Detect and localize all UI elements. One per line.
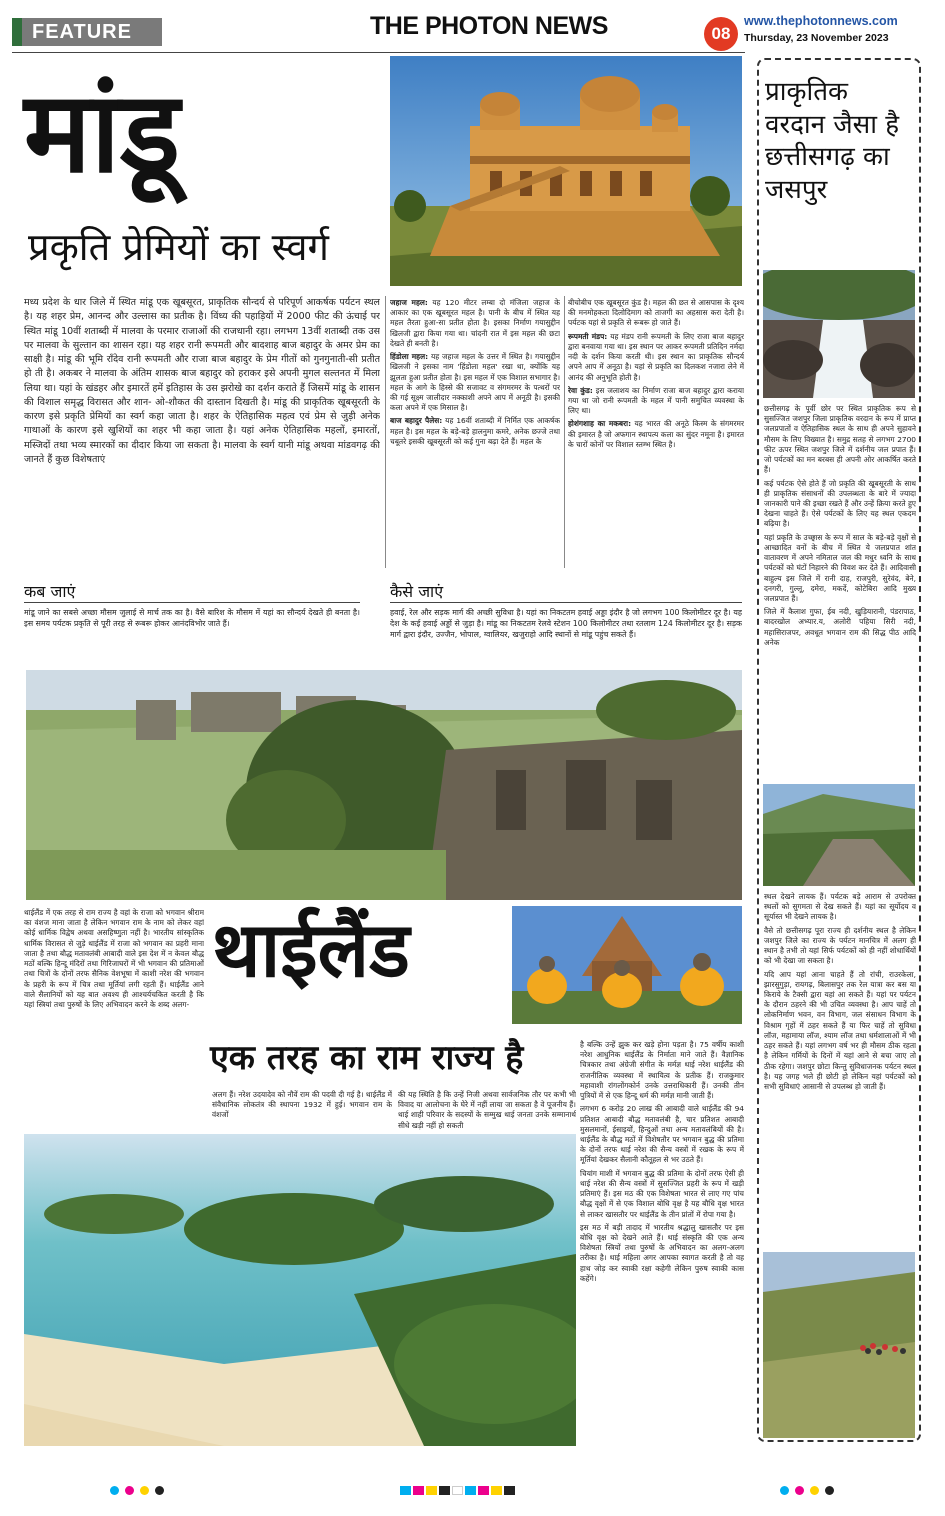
thailand-column-1: थाईलैंड में एक तरह से राम राज्य है वहां के राजा को भगवान श्रीराम का वंशज माना जाता है लेकिन भगवान राम के नाम को लेकर वहां कोई धार्मिक विद्वेष अथवा असहिष्णुता नहीं है। भारतीय सांस्कृतिक धार्मिक विरासत से जुड़े थाईलैंड में राजा को भगवान का प्रहरी माना जाता है तथा बौद्ध मतावलंबी आबादी वाले इस देश में न केवल बौद्ध मठों बल्कि हिन्दू मंदिरों तथा गिरिजाघरों में भी भगवान की प्रतिमाओं तथा चित्रों के दोनों तरफ सैनिक वेशभूषा में काशी नरेश की भगवान के प्रहरी के रूप में चित्र तथा मूर्तियां लगी रहती हैं। थाईलैंड आने वाले सैलानियों को यह बात अवश्य ही आश्चर्यचकित करती है कि यहां स्त्रियां तथा पुरुषों के लिए अभिवादन करने के शब्द अलग- bbox=[24, 908, 204, 1009]
heading-rule bbox=[24, 602, 360, 603]
how-to-reach-heading: कैसे जाएं bbox=[390, 582, 444, 601]
mandu-title: मांडू bbox=[24, 68, 180, 198]
thailand-column-4 bbox=[580, 1040, 744, 1446]
registration-dot bbox=[825, 1486, 834, 1495]
column-rule bbox=[564, 296, 565, 568]
header-rule bbox=[12, 52, 745, 53]
jashpur-para: वैसे तो छत्तीसगढ़ पूरा राज्य ही दर्शनीय स्थल है लेकिन जशपुर जिले का राज्य के पर्यटन मानचित्र में अलग ही स्थान है तभी तो यहां सिर्फ पर्यटकों को ही नहीं शोधार्थियों को भी देखा जा सकता है। bbox=[764, 925, 916, 966]
registration-dots bbox=[780, 1480, 840, 1499]
thailand-beach-photo bbox=[24, 1134, 576, 1446]
registration-bar bbox=[439, 1486, 450, 1495]
newspaper-logo: THE PHOTON NEWS bbox=[370, 12, 608, 40]
mandu-ruins-photo bbox=[26, 670, 742, 900]
heading-rule bbox=[390, 602, 742, 603]
registration-bar bbox=[478, 1486, 489, 1495]
registration-dot bbox=[125, 1486, 134, 1495]
registration-bar bbox=[400, 1486, 411, 1495]
how-to-reach-text: हवाई, रेल और सड़क मार्ग की अच्छी सुविधा है। यहां का निकटतम हवाई अड्डा इंदौर है जो लगभग 100 किलोमीटर दूर है। यह देश के कई हवाई अड्डों से जुड़ा है। मांडू का निकटतम रेलवे स्टेशन 100 किलोमीटर तथा रतलाम 124 किलोमीटर दूर है। सड़क मार्ग द्वारा इंदौर, उज्जैन, भोपाल, ग्वालियर, खजुराहो आदि स्थानों से मांडू पहुंच सकते हैं। bbox=[390, 608, 742, 639]
registration-bar bbox=[426, 1486, 437, 1495]
jashpur-para: स्थल देखने लायक हैं। पर्यटक बड़े आराम से उपरोक्त स्थलों को सुगमता से देख सकते हैं। यहां का सूर्योदय व सूर्यास्त भी देखने लायक है। bbox=[764, 892, 916, 922]
jashpur-para: यहां प्रकृति के उच्छ्वास के रूप में साल के बड़े-बड़े वृक्षों से आच्छादित वनों के बीच में स्थित ये जलप्रपात शांत वातावरण में अपने नमिताल जल की मधुर ध्वनि के साथ पर्यटकों को घंटों निहारने की विवश कर देते हैं। आदिवासी बाहुल्य इस जिले में रानी दाह, राजपुरी, सुरेवंद, बेने, दनगरी, गुल्लू, दमेरा, मकर्दे, कोटेबिरा आदि मुख्य जलप्रपात हैं। bbox=[764, 532, 916, 603]
when-to-go-heading: कब जाएं bbox=[24, 582, 76, 601]
thailand-column-2: अलग हैं। नरेश उदयादेव को नौवें राम की पदवी दी गई है। थाईलैंड में संवैधानिक लोकतंत्र की स्थापना 1932 में हुई। भगवान राम के वंशजों bbox=[212, 1090, 392, 1120]
registration-dot bbox=[810, 1486, 819, 1495]
thailand-para: लगभग 6 करोड़ 20 लाख की आबादी वाले थाईलैंड की 94 प्रतिशत आबादी बौद्ध मतावलंबी है, चार प्रतिशत आबादी मुसलमानों, ईसाइयों, हिन्दुओं तथा अन्य मतावलंबियों की है। थाईलैंड के बौद्ध मठों में विशेषतौर पर भगवान बुद्ध की प्रतिमा के दोनों तरफ थाई नरेश की सैन्य वस्त्रों में रखक के रूप में मूर्तियां देखकर सैलानी कौतूहल से भर उठते हैं। bbox=[580, 1104, 744, 1165]
jashpur-text-top bbox=[764, 404, 916, 780]
jashpur-para: जिले में कैलाश गुफा, ईब नदी, खुड़ियारानी, पंडरापाठ, बादरखोल अभ्यार.य, अलोरी पहिया सिरी नदी, महासिराजपर, अवधूत भगवान राम की सिद्ध पीठ आदि अनेक bbox=[764, 607, 916, 647]
thailand-title: थाईलैंड bbox=[212, 905, 410, 994]
column-rule bbox=[385, 296, 386, 568]
registration-dot bbox=[795, 1486, 804, 1495]
registration-bar bbox=[491, 1486, 502, 1495]
hill-crowd-photo bbox=[763, 1252, 915, 1438]
roopmati-mandap-para: रूपमती मंडप: यह मंडप रानी रूपमती के लिए राजा बाज बहादुर द्वारा बनवाया गया था। इस स्थान पर आकर रूपमती प्रतिदिन नर्मदा नदी के दर्शन किया करती थी। इस स्थान का प्राकृतिक सौन्दर्य अपने आप में अनूठा है। यहां से प्रकृति का दिलकश नजारा लेने में आनंद की अनुभूति होती है। bbox=[568, 331, 744, 382]
jashpur-text-bottom bbox=[764, 892, 916, 1246]
thailand-subtitle: एक तरह का राम राज्य है bbox=[210, 1038, 524, 1078]
when-to-go-text: मांडू जाने का सबसे अच्छा मौसम जुलाई से मार्च तक का है। वैसे बारिश के मौसम में यहां का सौन्दर्य देखते ही बनता है। इस समय पर्यटक प्रकृति से पूरी तरह से रूबरू होकर आनंदविभोर जाते हैं। bbox=[24, 608, 360, 628]
river-valley-photo bbox=[763, 784, 915, 886]
section-label: FEATURE bbox=[12, 18, 162, 46]
registration-dot bbox=[110, 1486, 119, 1495]
mandu-intro: मध्य प्रदेश के धार जिले में स्थित मांडू एक खूबसूरत, प्राकृतिक सौन्दर्य से परिपूर्ण आकर्षक पर्यटन स्थल है। यह शहर प्रेम, आनन्द और उल्लास का प्रतीक है। विंध्य की पहाड़ियों में 2000 फीट की ऊंचाई पर स्थित मांडू 10वीं शताब्दी में मालवा के परमार राजाओं की राजधानी रहा। लगभग 13वीं शताब्दी तक उस पर मालवा के सुल्तान का शासन रहा। यह शहर रानी रूपमती और बादशाह बाज बहादुर के अमर प्रेम का साक्षी है। मांडू की भूमि राँदेव रानी रूपमती और राजा बाज बहादुर के प्रेम गीतों को गुनगुनाती-सी प्रतीत हो ती है। अकबर ने मालवा के अंतिम शासक बाज बहादुर को हराकर इसे अपनी मुगल सल्तनत में मिला लिया था। यहां के खंडहर और इमारतें हमें इतिहास के उस झरोखे का दर्शन कराते हैं जिसमें मांडू के शासन की विशाल समृद्ध विरासत और शान- ओ-शौकत की दास्तान दिखती है। मांडू की प्राकृतिक खूबसूरती के कारण इसे प्रकृति प्रेमियों का स्वर्ग कहा जाता है। शहर के ऐतिहासिक महत्व एवं प्रेम से जुड़ी अनेक गाथाओं के कारण इसे खुशियों का शहर भी कहा जाता है। यहां अनेक ऐतिहासिक महलों, इमारतों, मस्जिदों तथा भव्य स्मारकों का दीदार किया जा सकता है। मालवा के स्वर्ग यानी मांडू अथवा मांडवगढ़ की जानते हैं कुछ विशेषताएं bbox=[24, 297, 380, 465]
issue-date: Thursday, 23 November 2023 bbox=[744, 32, 889, 44]
hoshang-shah-para: होशंगशाह का मकबरा: यह भारत की अनूठे किस्म के संगमरमर की इमारत है जो अफगान स्थापत्य कला का सुंदर नमूना है। इमारत के चारों कोनों पर विशाल स्तम्भ स्थित है। bbox=[568, 419, 744, 449]
jashpur-para: यदि आप यहां आना चाहते हैं तो रांची, राउरकेला, झारसुगुड़ा, रायगढ़, बिलासपुर तक रेल यात्रा कर बस या किराये के टैक्सी द्वारा यहां आ सकते हैं। यहां पर पर्यटन के दौरान ठहरने की भी उचित व्यवस्था है। आप चाहें तो लोकनिर्माण भवन, वन विभाग, जल संसाधन विभाग के विश्राम गृहों में ठहर सकते हैं या फिर चाहें तो सुविधा लॉज, महामाया लॉज, श्याम लॉज तथा धर्मशालाओं में भी ठहर सकते हैं। यहां लगभग वर्ष भर ही मौसम ठीक रहता है लेकिन गर्मियों के दिनों में यहां आने से बचा जाए तो ठीक रहेगा। जशपुर छोटा किन्तु सुविधाजनक पर्यटन स्थल है। यह जगह भले ही छोटी हो लेकिन यहां पर्यटकों को सभी सुविधाएं आसानी से उपलब्ध हो जाती हैं। bbox=[764, 969, 916, 1091]
registration-bar bbox=[465, 1486, 476, 1495]
jahaz-mahal-photo bbox=[390, 56, 742, 286]
jashpur-para: छत्तीसगढ़ के पूर्वी छोर पर स्थित प्राकृतिक रूप से सुसज्जित जशपुर जिला प्राकृतिक वरदान के रूप में प्राप्त जलप्रपातों व ऐतिहासिक स्थल के साथ ही अपने सुहावने मौसम के लिए विख्यात है। समुद्र सतह से लगभग 2700 फीट ऊपर स्थित जशपुर जिले में दर्शनीय जल प्रपात हैं। जो पर्यटकों का मन बरबस ही अपनी ओर आकर्षित करते हैं। bbox=[764, 404, 916, 475]
kund-para: बीचोबीच एक खूबसूरत कुंड है। महल की छत से आसपास के दृश्य की मनमोहकता दिलोदिमाग को ताजगी का अहसास करा देती है। पर्यटक यहां से प्रकृति से रूबरू हो जाते हैं। bbox=[568, 298, 744, 328]
jashpur-para: कई पर्यटक ऐसे होते हैं जो प्रकृति की खूबसूरती के साथ ही प्राकृतिक संसाधनों की उपलब्धता के बारे में ज्यादा जानकारी पाने की इच्छा रखते हैं और उन्हें क्रिया करते हुए देखना चाहते हैं। ऐसे पर्यटकों के लिए यह स्थल एकदम बढ़िया है। bbox=[764, 478, 916, 529]
baz-bahadur-para: बाज बहादुर पैलेस: यह 16वीं शताब्दी में निर्मित एक आकर्षक महल है। इस महल के बड़े-बड़े हालनुमा कमरे, अनेक छज्जे तथा चबूतरे इसकी खूबसूरती को कई गुना बढ़ा देते हैं। महल के bbox=[390, 416, 560, 446]
registration-dot bbox=[780, 1486, 789, 1495]
mandu-column-2 bbox=[390, 298, 560, 568]
jashpur-title: प्राकृतिक वरदान जैसा है छत्तीसगढ़ का जसपुर bbox=[765, 77, 899, 205]
registration-bars bbox=[400, 1480, 517, 1499]
registration-dot bbox=[155, 1486, 164, 1495]
mandu-subtitle: प्रकृति प्रेमियों का स्वर्ग bbox=[28, 225, 329, 269]
registration-dots bbox=[110, 1480, 170, 1499]
page-number-badge: 08 bbox=[704, 17, 738, 51]
thailand-buddha-photo bbox=[512, 906, 742, 1024]
jahaz-mahal-para: जहाज महल: यह 120 मीटर लम्बा दो मंजिला जहाज के आकार का एक खूबसूरत महल है। पानी के बीच में स्थित यह महल तैरता हुआ-सा प्रतीत होता है। इसका निर्माण गयासुद्दीन खिलजी द्वारा किया गया था। चांदनी रात में इस महल की छटा देखते ही बनती है। bbox=[390, 298, 560, 348]
hindola-mahal-para: हिंडोला महल: यह जहाज महल के उत्तर में स्थित है। गयासुद्दीन खिलजी ने इसका नाम 'हिंडोला महल' रखा था, क्योंकि यह झूलता हुआ प्रतीत होता है। इस महल में एक विशाल सभागार है। महल के आगे के हिस्से की सजावट व संगमरमर के पत्थरों पर की गई सूक्ष्म जालीदार नक्काशी अपने आप में अनूठी है। इसकी कला अपने में एक मिसाल है। bbox=[390, 352, 560, 413]
thailand-column-3: की यह स्थिति है कि उन्हें निजी अथवा सार्वजनिक तौर पर कभी भी विवाद या आलोचना के घेरे में नहीं लाया जा सकता है वे पूजनीय हैं। थाई शाही परिवार के सदस्यों के सम्मुख थाई जनता उनके सम्मानार्थ सीधे खड़ी नहीं हो सकती bbox=[398, 1090, 576, 1130]
registration-dot bbox=[140, 1486, 149, 1495]
waterfall-photo bbox=[763, 270, 915, 398]
mandu-column-3 bbox=[568, 298, 744, 568]
registration-bar bbox=[413, 1486, 424, 1495]
rewa-kund-para: रेवा कुंड: इस जलाशय का निर्माण राजा बाज बहादुर द्वारा कराया गया था जो रानी रूपमती के महल में पानी समुचित व्यवस्था के लिए था। bbox=[568, 385, 744, 416]
registration-bar bbox=[452, 1486, 463, 1495]
website-link[interactable]: www.thephotonnews.com bbox=[744, 14, 898, 28]
thailand-para: चियांग माशी में भगवान बुद्ध की प्रतिमा के दोनों तरफ ऐसी ही थाई नरेश की सैन्य वस्त्रों में सुसज्जित प्रहरी के रूप में खड़ी प्रतिमाएं हैं। इस मठ की एक विशेषता भारत से लाए गए पांच बौद्ध वृक्षों में से एक विशाल बोधि वृक्ष है यह बौधि वृक्ष भारत से लाकर खासतौर पर थाईलैंड के तीन प्रांतों में रोपा गया है। bbox=[580, 1168, 744, 1219]
thailand-para: है बल्कि उन्हें झुक कर खड़े होना पड़ता है। 75 वर्षीय काशी नरेश आधुनिक थाईलैंड के निर्माता माने जाते हैं। वैज्ञानिक चित्रकार तथा अंग्रेजी संगीत के मर्मज्ञ थाई नरेश थाईलैंड की राजनीतिक व्यवस्था में स्थायित्व के प्रतीक हैं। राजकुमार महावाशी रांगलोंगकोर्न उनके उत्तराधिकारी हैं। उनकी तीन पुत्रियों में से एक हिन्दू धर्म की मर्मज्ञ मानी जाती हैं। bbox=[580, 1040, 744, 1101]
thailand-para: इस मठ में बड़ी तादाद में भारतीय श्रद्धालु खासतौर पर इस बोधि वृक्ष को देखने आते हैं। थाई संस्कृति की एक अन्य विशेषता स्त्रियों तथा पुरुषों के अभिवादन का अलग-अलग तरीका है। थाई महिला अगर आपका स्वागत करती है तो वह हाथ जोड़ कर स्वाकी रक्षा कहेगी लेकिन पुरुष स्वाकी कास कहेंगे। bbox=[580, 1222, 744, 1283]
registration-bar bbox=[504, 1486, 515, 1495]
